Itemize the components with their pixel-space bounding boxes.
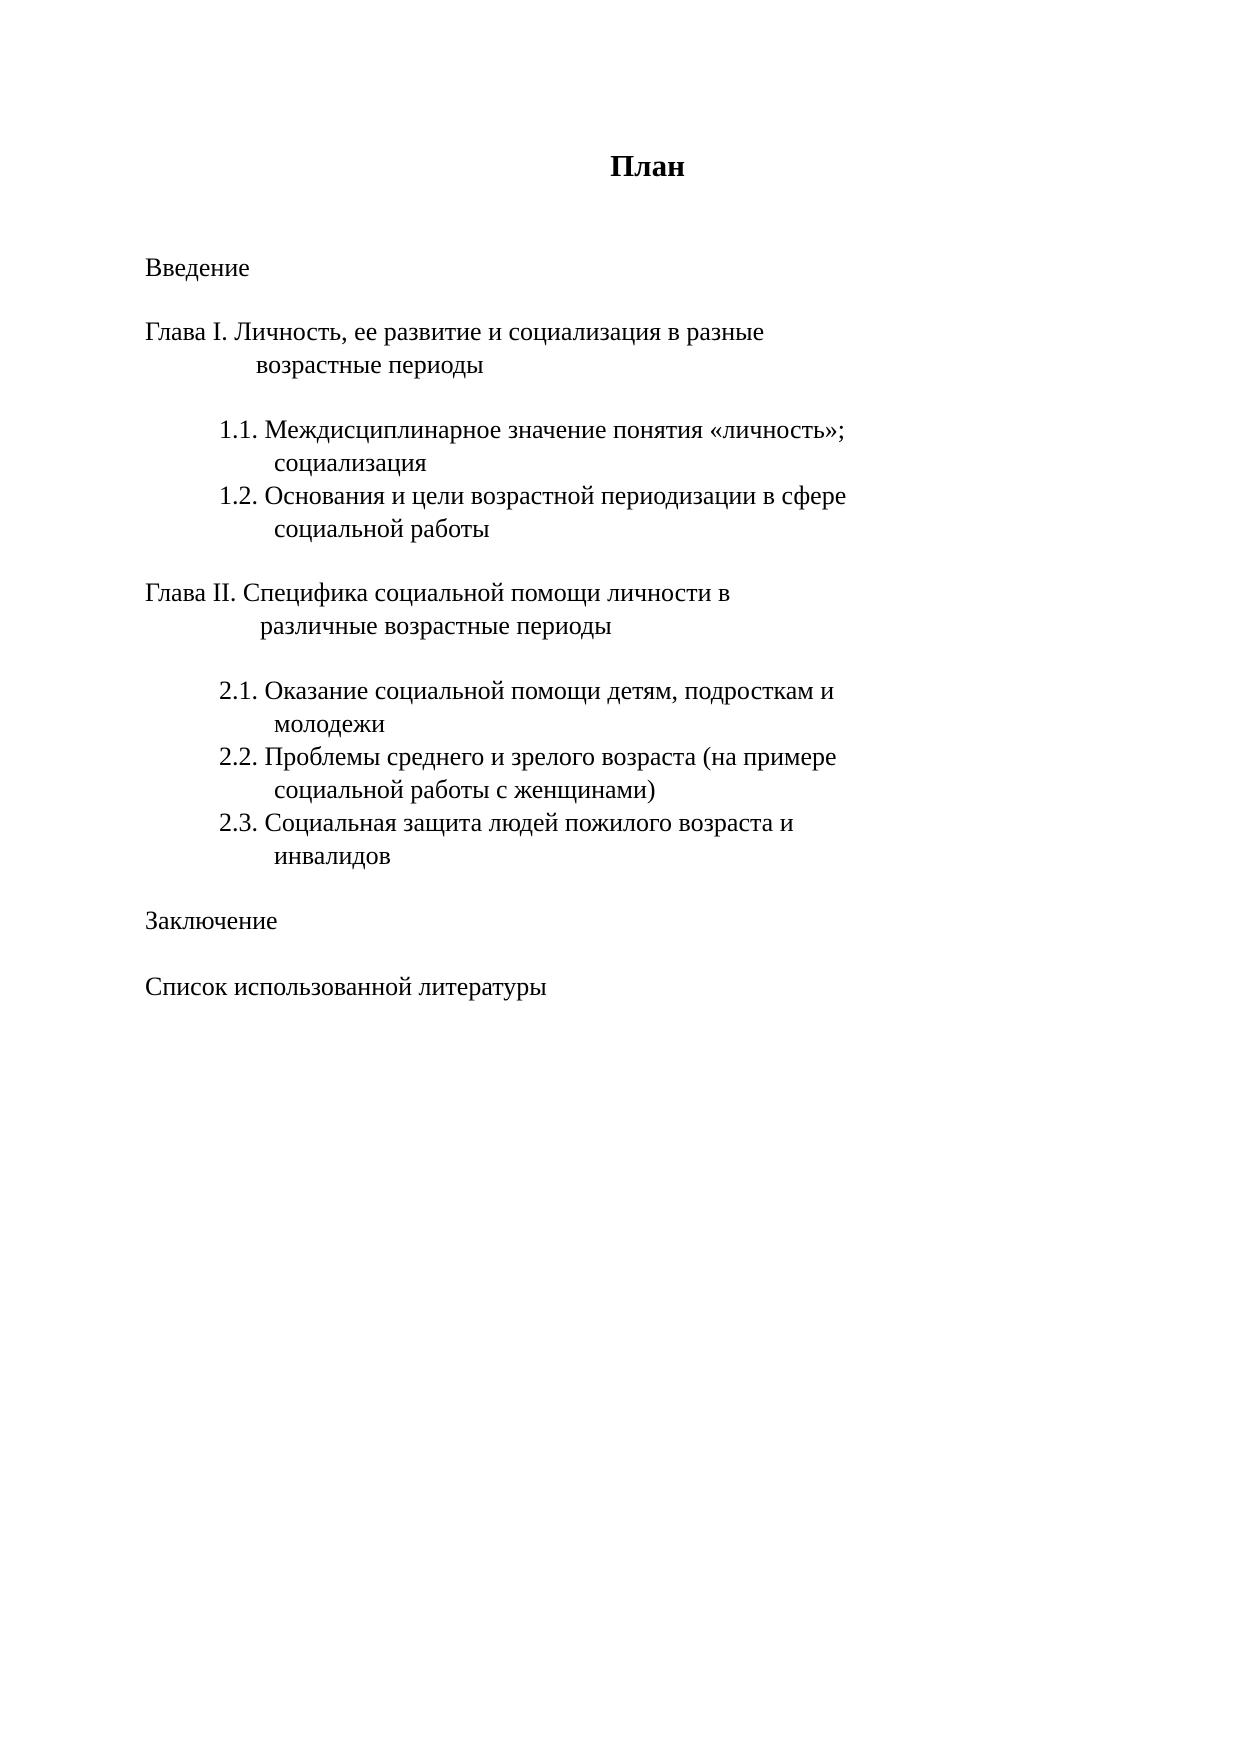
toc-chapter-2-line-1: Глава II. Специфика социальной помощи личности в <box>145 578 731 607</box>
toc-section-2-2-line-1: 2.2. Проблемы среднего и зрелого возраста (на примере <box>219 742 837 771</box>
toc-bibliography: Список использованной литературы <box>145 972 547 1001</box>
toc-section-2-3-line-2: инвалидов <box>274 841 391 870</box>
toc-chapter-2-line-2: различные возрастные периоды <box>260 611 612 640</box>
toc-section-2-2-line-2: социальной работы с женщинами) <box>274 775 656 804</box>
toc-chapter-1-line-2: возрастные периоды <box>256 350 484 379</box>
toc-conclusion: Заключение <box>145 906 278 935</box>
page-title: План <box>610 148 685 183</box>
toc-section-1-2-line-1: 1.2. Основания и цели возрастной периодизации в сфере <box>219 481 847 510</box>
toc-section-1-1-line-2: социализация <box>274 448 427 477</box>
toc-section-2-1-line-2: молодежи <box>274 709 385 738</box>
toc-section-2-3-line-1: 2.3. Социальная защита людей пожилого возраста и <box>219 808 794 837</box>
toc-section-2-1-line-1: 2.1. Оказание социальной помощи детям, подросткам и <box>219 676 835 705</box>
toc-chapter-1-line-1: Глава I. Личность, ее развитие и социализация в разные <box>145 317 765 346</box>
toc-introduction: Введение <box>145 253 250 282</box>
toc-section-1-2-line-2: социальной работы <box>274 514 490 543</box>
toc-section-1-1-line-1: 1.1. Междисциплинарное значение понятия «личность»; <box>219 415 846 444</box>
